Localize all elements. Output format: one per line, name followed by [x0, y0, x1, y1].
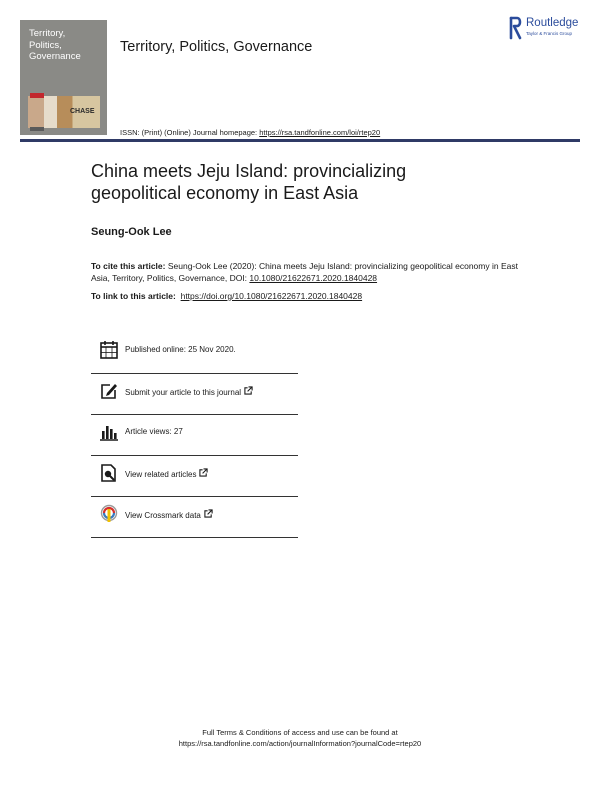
- published-date: Published online: 25 Nov 2020.: [125, 345, 236, 354]
- publisher-tagline: Taylor & Francis Group: [526, 31, 573, 36]
- submit-article-link[interactable]: Submit your article to this journal: [125, 386, 253, 397]
- citation-label: To cite this article:: [91, 261, 166, 271]
- cover-photo-text: CHASE: [70, 108, 95, 115]
- article-link: [91, 291, 521, 301]
- edit-icon: [99, 381, 119, 401]
- calendar-icon: [99, 340, 119, 360]
- terms-link[interactable]: https://rsa.tandfonline.com/action/journalInformation?journalCode=rtep20: [178, 738, 422, 748]
- routledge-r-icon: [509, 16, 523, 40]
- submit-article-row[interactable]: [91, 374, 298, 415]
- crossmark-icon: [99, 504, 119, 524]
- publisher-name: Routledge: [526, 17, 579, 29]
- issn-line: [120, 128, 380, 137]
- related-articles-icon: [99, 463, 119, 483]
- related-articles-link[interactable]: View related articles: [125, 468, 208, 479]
- cover-label: [30, 93, 44, 98]
- article-meta-list: [91, 333, 298, 538]
- terms-text: Full Terms & Conditions of access and use can be found at: [202, 728, 398, 737]
- article-views: Article views: 27: [125, 427, 183, 436]
- article-author: Seung-Ook Lee: [91, 226, 172, 238]
- published-row: [91, 333, 298, 374]
- article-views-row: [91, 415, 298, 456]
- external-link-icon: [244, 386, 253, 395]
- issn-text: ISSN: (Print) (Online) Journal homepage:: [120, 128, 260, 137]
- article-title: China meets Jeju Island: provincializing geopolitical economy in East Asia: [91, 161, 407, 203]
- header-divider: [20, 139, 580, 142]
- external-link-icon: [199, 468, 208, 477]
- terms-footer: [0, 728, 600, 749]
- article-url-link[interactable]: https://doi.org/10.1080/21622671.2020.1840428: [180, 291, 363, 301]
- cover-publisher-logo: [30, 127, 44, 131]
- citation: [91, 261, 521, 284]
- journal-cover: [20, 20, 107, 135]
- crossmark-row[interactable]: [91, 497, 298, 538]
- bar-chart-icon: [99, 422, 119, 442]
- doi-link[interactable]: 10.1080/21622671.2020.1840428: [249, 272, 378, 283]
- journal-homepage-link[interactable]: https://rsa.tandfonline.com/loi/rtep20: [259, 128, 381, 137]
- journal-title: Territory, Politics, Governance: [120, 39, 313, 55]
- crossmark-link[interactable]: View Crossmark data: [125, 509, 213, 520]
- external-link-icon: [204, 509, 213, 518]
- citation-text: Seung-Ook Lee (2020): China meets Jeju Island: provincializing geopolitical economy in East Asia, Territory, Politics, Governance, DOI:: [91, 261, 518, 283]
- routledge-logo: [509, 16, 589, 40]
- related-articles-row[interactable]: [91, 456, 298, 497]
- link-label: To link to this article:: [91, 291, 176, 301]
- cover-title: Territory, Politics, Governance: [29, 28, 81, 62]
